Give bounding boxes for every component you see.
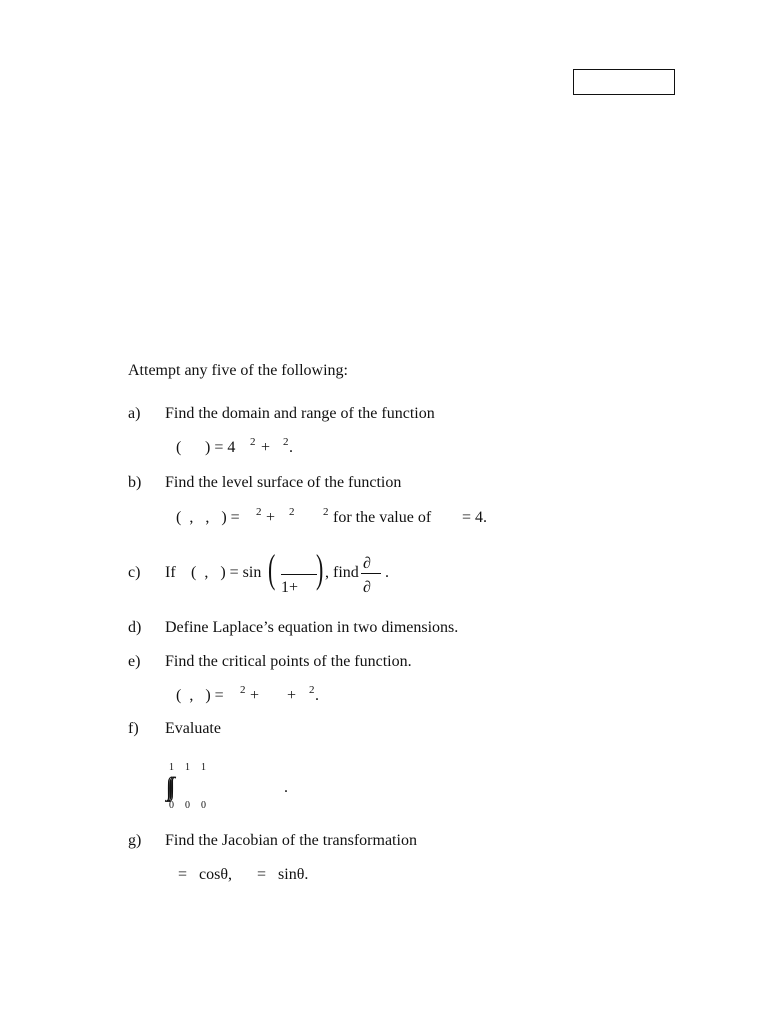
question-text-f: Evaluate: [165, 720, 221, 737]
question-label-c: c): [128, 564, 141, 581]
question-label-f: f): [128, 720, 139, 737]
question-text-b: Find the level surface of the function: [165, 474, 402, 491]
question-label-d: d): [128, 619, 142, 636]
seat-number-box: [573, 69, 675, 95]
question-text-c: If: [165, 564, 176, 581]
question-label-g: g): [128, 832, 142, 849]
question-label-b: b): [128, 474, 142, 491]
question-text-g: Find the Jacobian of the transformation: [165, 832, 417, 849]
question-text-e: Find the critical points of the function.: [165, 653, 412, 670]
question-label-e: e): [128, 653, 141, 670]
question-text-a: Find the domain and range of the function: [165, 405, 435, 422]
question-label-a: a): [128, 405, 141, 422]
question-text-d: Define Laplace’s equation in two dimensions.: [165, 619, 459, 636]
instruction-text: Attempt any five of the following:: [128, 362, 348, 379]
